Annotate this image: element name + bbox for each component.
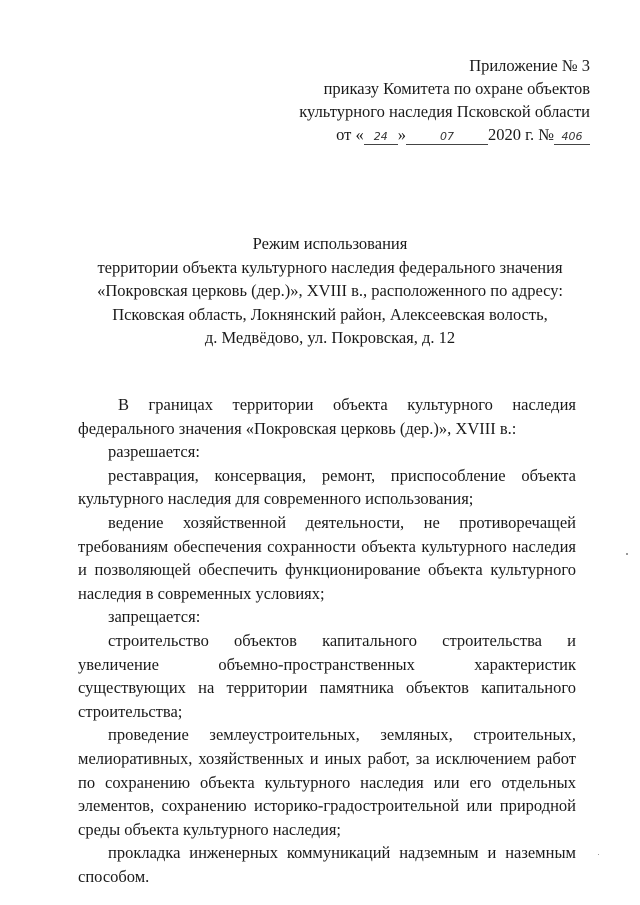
appendix-date-line [270,123,590,146]
handwritten-day: 24 [364,130,398,145]
forbidden-item-1: строительство объектов капитального строительства и увеличение объемно-пространственных характеристик существующих на территории памятника объектов капитального строительства; [78,630,576,721]
allowed-item-2: ведение хозяйственной деятельности, не противоречащей требованиям обеспечения сохранности объекта культурного наследия и позволяющей обеспечить функционирование объекта культурного наследия в современных условиях; [78,512,576,603]
date-quote-close: » [397,125,406,144]
document-body [78,393,576,888]
appendix-order-line: приказу Комитета по охране объектов [323,79,590,98]
title-line-5: д. Медвёдово, ул. Покровская, д. 12 [204,328,456,347]
appendix-title: Приложение № 3 [469,56,590,75]
allowed-item-1: реставрация, консервация, ремонт, приспособление объекта культурного наследия для современного использования; [78,465,576,509]
title-line-4: Псковская область, Локнянский район, Алексеевская волость, [112,304,548,324]
regime-title [60,232,600,350]
forbidden-label: запрещается: [108,607,201,627]
appendix-header [270,54,590,146]
title-line-3: «Покровская церковь (дер.)», XVIII в., расположенного по адресу: [97,281,563,300]
appendix-committee-line: культурного наследия Псковской области [299,102,590,121]
handwritten-order-number: 406 [554,130,590,145]
title-line-2: территории объекта культурного наследия федерального значения [97,257,563,277]
date-year-number: 2020 г. № [487,125,554,144]
allowed-label: разрешается: [108,442,200,462]
forbidden-item-3: прокладка инженерных коммуникаций надземным и наземным способом. [78,843,576,886]
intro-paragraph: В границах территории объекта культурного наследия федерального значения «Покровская церковь (дер.)», XVIII в.: [78,395,576,438]
title-line-1: Режим использования [252,234,408,253]
date-prefix: от « [336,125,364,144]
scan-speck [626,553,628,555]
forbidden-item-2: проведение землеустроительных, земляных, строительных, мелиоративных, хозяйственных и иных работ, за исключением работ по сохранению объекта культурного наследия или его отдельных элементов, сохранению историко-градостроительной или природной среды объекта культурного наследия; [78,725,576,839]
scan-speck [598,854,599,855]
handwritten-month: 07 [406,130,488,145]
